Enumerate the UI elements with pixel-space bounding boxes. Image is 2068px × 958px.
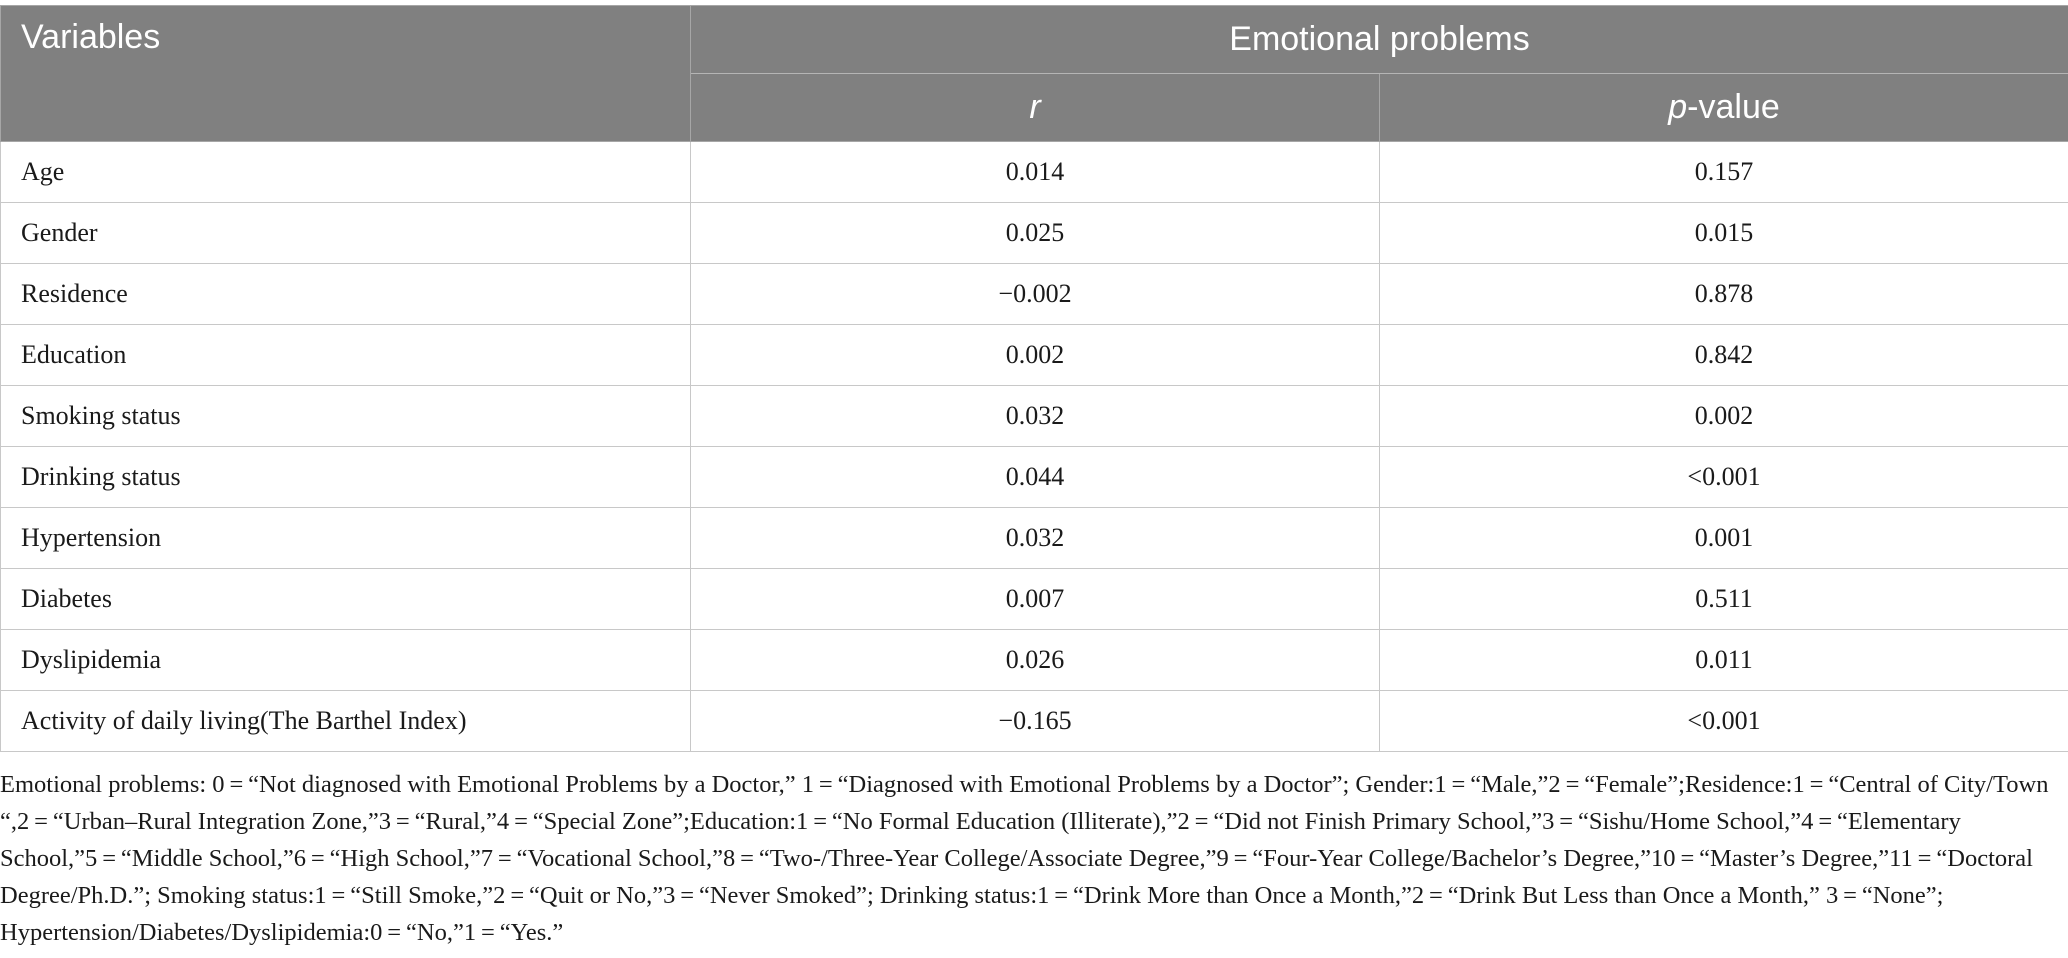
- r-cell: 0.007: [691, 569, 1380, 630]
- variable-cell: Residence: [1, 264, 691, 325]
- variable-cell: Smoking status: [1, 386, 691, 447]
- variable-cell: Drinking status: [1, 447, 691, 508]
- table-row: [1, 142, 2068, 203]
- variable-cell: Dyslipidemia: [1, 630, 691, 691]
- p-value-cell: <0.001: [1380, 447, 2068, 508]
- table-row: [1, 630, 2068, 691]
- table-header: [1, 6, 2068, 142]
- p-italic-label: p: [1668, 88, 1688, 126]
- variable-cell: Activity of daily living(The Barthel Index): [1, 691, 691, 752]
- table-row: [1, 691, 2068, 752]
- r-cell: 0.026: [691, 630, 1380, 691]
- p-value-cell: 0.011: [1380, 630, 2068, 691]
- r-cell: 0.032: [691, 386, 1380, 447]
- r-column-header: [691, 74, 1380, 142]
- table-row: [1, 325, 2068, 386]
- table-footnote: Emotional problems: 0 = “Not diagnosed with Emotional Problems by a Doctor,” 1 = “Diagnosed with Emotional Problems by a Doctor”; Gender:1 = “Male,”2 = “Female”;Residence:1 = “Central of City/Town “,2 = “Urban–Rural Integration Zone,”3 = “Rural,”4 = “Special Zone”;Education:1 = “No Formal Education (Illiterate),”2 = “Did not Finish Primary School,”3 = “Sishu/Home School,”4 = “Elementary School,”5 = “Middle School,”6 = “High School,”7 = “Vocational School,”8 = “Two-/Three-Year College/Associate Degree,”9 = “Four-Year College/Bachelor’s Degree,”10 = “Master’s Degree,”11 = “Doctoral Degree/Ph.D.”; Smoking status:1 = “Still Smoke,”2 = “Quit or No,”3 = “Never Smoked”; Drinking status:1 = “Drink More than Once a Month,”2 = “Drink But Less than Once a Month,” 3 = “None”; Hypertension/Diabetes/Dyslipidemia:0 = “No,”1 = “Yes.”: [0, 771, 2049, 946]
- header-row-top: [1, 6, 2068, 74]
- r-cell: 0.044: [691, 447, 1380, 508]
- table-row: [1, 508, 2068, 569]
- p-value-cell: 0.511: [1380, 569, 2068, 630]
- p-value-cell: 0.002: [1380, 386, 2068, 447]
- table-row: [1, 264, 2068, 325]
- variables-column-header: Variables: [1, 6, 691, 142]
- p-value-cell: 0.878: [1380, 264, 2068, 325]
- variable-cell: Age: [1, 142, 691, 203]
- variable-cell: Gender: [1, 203, 691, 264]
- p-value-cell: 0.001: [1380, 508, 2068, 569]
- p-value-cell: 0.015: [1380, 203, 2068, 264]
- p-value-cell: 0.842: [1380, 325, 2068, 386]
- table-row: [1, 386, 2068, 447]
- r-cell: −0.002: [691, 264, 1380, 325]
- variable-cell: Education: [1, 325, 691, 386]
- table-row: [1, 569, 2068, 630]
- p-value-column-header: [1380, 74, 2068, 142]
- r-cell: 0.025: [691, 203, 1380, 264]
- table-body: [1, 142, 2068, 752]
- r-column-label: r: [1029, 88, 1041, 126]
- r-cell: −0.165: [691, 691, 1380, 752]
- table-row: [1, 447, 2068, 508]
- p-value-suffix-label: -value: [1687, 88, 1780, 126]
- table-row: [1, 203, 2068, 264]
- correlation-table-container: [0, 5, 2068, 752]
- r-cell: 0.032: [691, 508, 1380, 569]
- variable-cell: Diabetes: [1, 569, 691, 630]
- r-cell: 0.014: [691, 142, 1380, 203]
- r-cell: 0.002: [691, 325, 1380, 386]
- emotional-problems-group-header: Emotional problems: [691, 6, 2068, 74]
- p-value-cell: <0.001: [1380, 691, 2068, 752]
- correlation-table: [0, 5, 2068, 752]
- p-value-cell: 0.157: [1380, 142, 2068, 203]
- variable-cell: Hypertension: [1, 508, 691, 569]
